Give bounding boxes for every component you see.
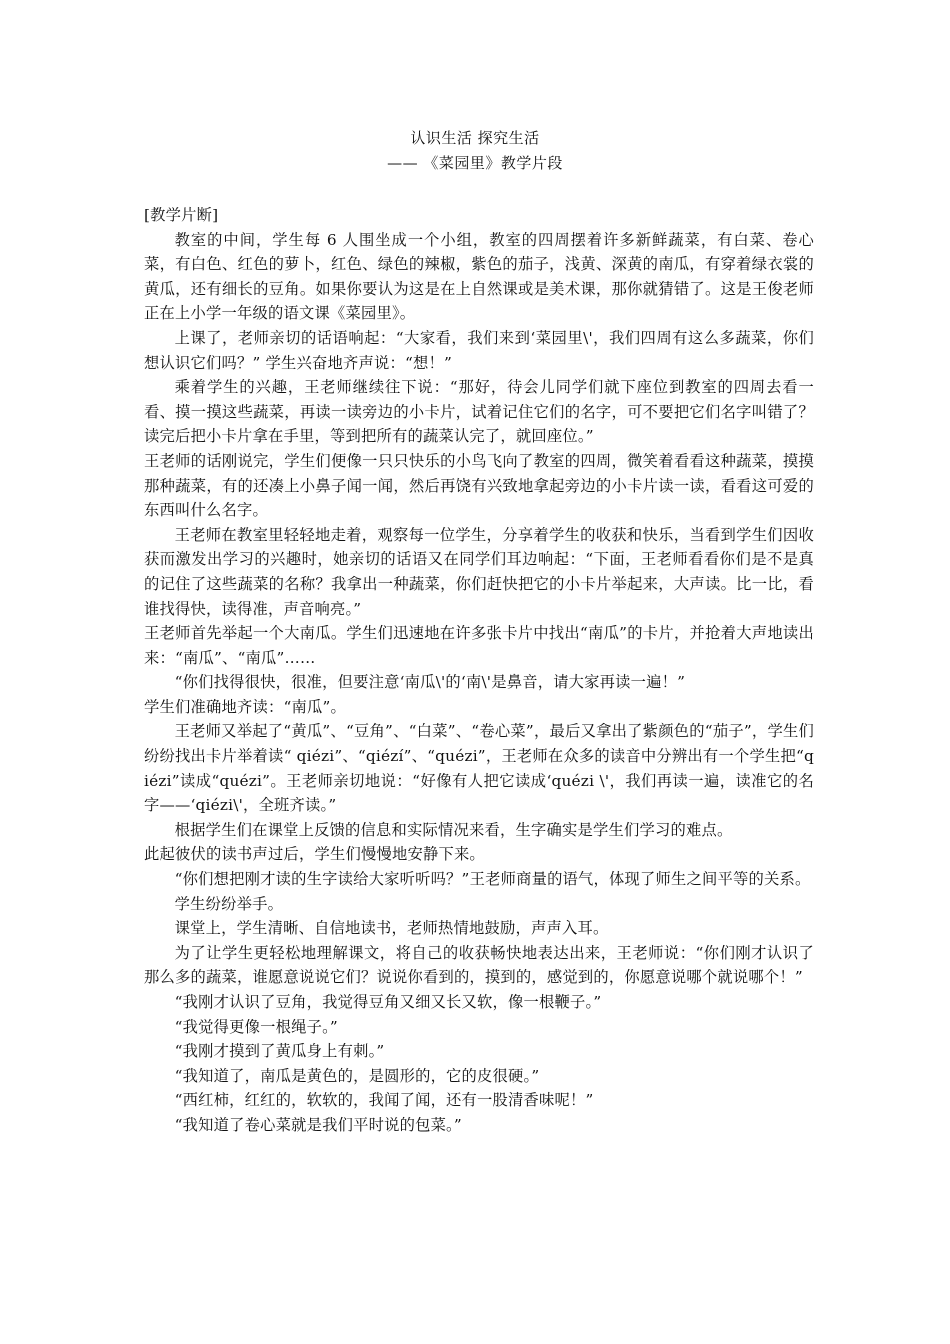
paragraph: 学生们准确地齐读：“南瓜”。 bbox=[144, 697, 347, 716]
document-title: 认识生活 探究生活 bbox=[410, 129, 540, 147]
paragraph: 上课了，老师亲切的话语响起：“大家看，我们来到‘菜园里\'，我们四周有这么多蔬菜，你们想认识它们吗？” 学生兴奋地齐声说：“想！” bbox=[144, 328, 814, 372]
dialogue-line: “我刚才摸到了黄瓜身上有刺。” bbox=[174, 1042, 385, 1061]
dialogue-line: “我知道了，南瓜是黄色的，是圆形的，它的皮很硬。” bbox=[174, 1066, 540, 1085]
paragraph: 学生纷纷举手。 bbox=[174, 894, 284, 913]
paragraph: 王老师首先举起一个大南瓜。学生们迅速地在许多张卡片中找出“南瓜”的卡片，并抢着大声地读出来：“南瓜”、“南瓜”…… bbox=[144, 624, 814, 667]
paragraph: 根据学生们在课堂上反馈的信息和实际情况来看，生字确实是学生们学习的难点。 bbox=[174, 820, 733, 839]
document-body bbox=[144, 203, 814, 1138]
paragraph: 王老师的话刚说完，学生们便像一只只快乐的小鸟飞向了教室的四周，微笑着看看这种蔬菜，摸摸那种蔬菜，有的还凑上小鼻子闻一闻，然后再饶有兴致地拿起旁边的小卡片读一读，看看这可爱的东西叫什么名字。 bbox=[144, 451, 814, 520]
paragraph: 为了让学生更轻松地理解课文，将自己的收获畅快地表达出来，王老师说：“你们刚才认识了那么多的蔬菜，谁愿意说说它们？说说你看到的，摸到的，感觉到的，你愿意说哪个就说哪个！” bbox=[144, 943, 814, 987]
dialogue-line: “我刚才认识了豆角，我觉得豆角又细又长又软，像一根鞭子。” bbox=[174, 993, 602, 1011]
paragraph: 王老师在教室里轻轻地走着，观察每一位学生，分享着学生的收获和快乐，当看到学生们因收获而激发出学习的兴趣时，她亲切的话语又在同学们耳边响起：“下面，王老师看看你们是不是真的记住了这些蔬菜的名称？我拿出一种蔬菜，你们赶快把它的小卡片举起来，大声读。比一比，看谁找得快，读得准，声音响亮。” bbox=[144, 525, 814, 618]
paragraph: 课堂上，学生清晰、自信地读书，老师热情地鼓励，声声入耳。 bbox=[174, 919, 609, 938]
paragraph: 教室的中间，学生每 6 人围坐成一个小组，教室的四周摆着许多新鲜蔬菜，有白菜、卷心菜，有白色、红色的萝卜，红色、绿色的辣椒，紫色的茄子，浅黄、深黄的南瓜，有穿着绿衣裳的黄瓜，还有细长的豆角。如果你要认为这是在上自然课或是美术课，那你就猜错了。这是王俊老师正在上小学一年级的语文课《菜园里》。 bbox=[144, 230, 814, 323]
dialogue-line: “西红柿，红红的，软软的，我闻了闻，还有一股清香味呢！” bbox=[174, 1091, 594, 1110]
document-subtitle: —— 《菜园里》教学片段 bbox=[387, 154, 563, 172]
paragraph: 此起彼伏的读书声过后，学生们慢慢地安静下来。 bbox=[144, 845, 485, 864]
paragraph: 王老师又举起了“黄瓜”、“豆角”、“白菜”、“卷心菜”，最后又拿出了紫颜色的“茄子”，学生们纷纷找出卡片举着读“ qiézi”、“qiézí”、“quézi”，王老师在众多的读音中分辨出有一个学生把“qiézi”读成“quézi”。王老师亲切地说：“好像有人把它读成‘quézi \'，我们再读一遍，读准它的名字——‘qiézi\'，全班齐读。” bbox=[144, 722, 814, 815]
paragraph: “你们想把刚才读的生字读给大家听听吗？”王老师商量的语气，体现了师生之间平等的关系。 bbox=[174, 870, 811, 889]
dialogue-line: “我知道了卷心菜就是我们平时说的包菜。” bbox=[174, 1115, 462, 1134]
section-label: [教学片断] bbox=[144, 206, 219, 224]
paragraph: 乘着学生的兴趣，王老师继续往下说：“那好，待会儿同学们就下座位到教室的四周去看一看、摸一摸这些蔬菜，再读一读旁边的小卡片，试着记住它们的名字，可不要把它们名字叫错了？读完后把小卡片拿在手里，等到把所有的蔬菜认完了，就回座位。” bbox=[144, 378, 814, 446]
paragraph: “你们找得很快，很准，但要注意‘南瓜\'的‘南\'是鼻音，请大家再读一遍！” bbox=[174, 673, 686, 692]
dialogue-line: “我觉得更像一根绳子。” bbox=[174, 1017, 338, 1036]
